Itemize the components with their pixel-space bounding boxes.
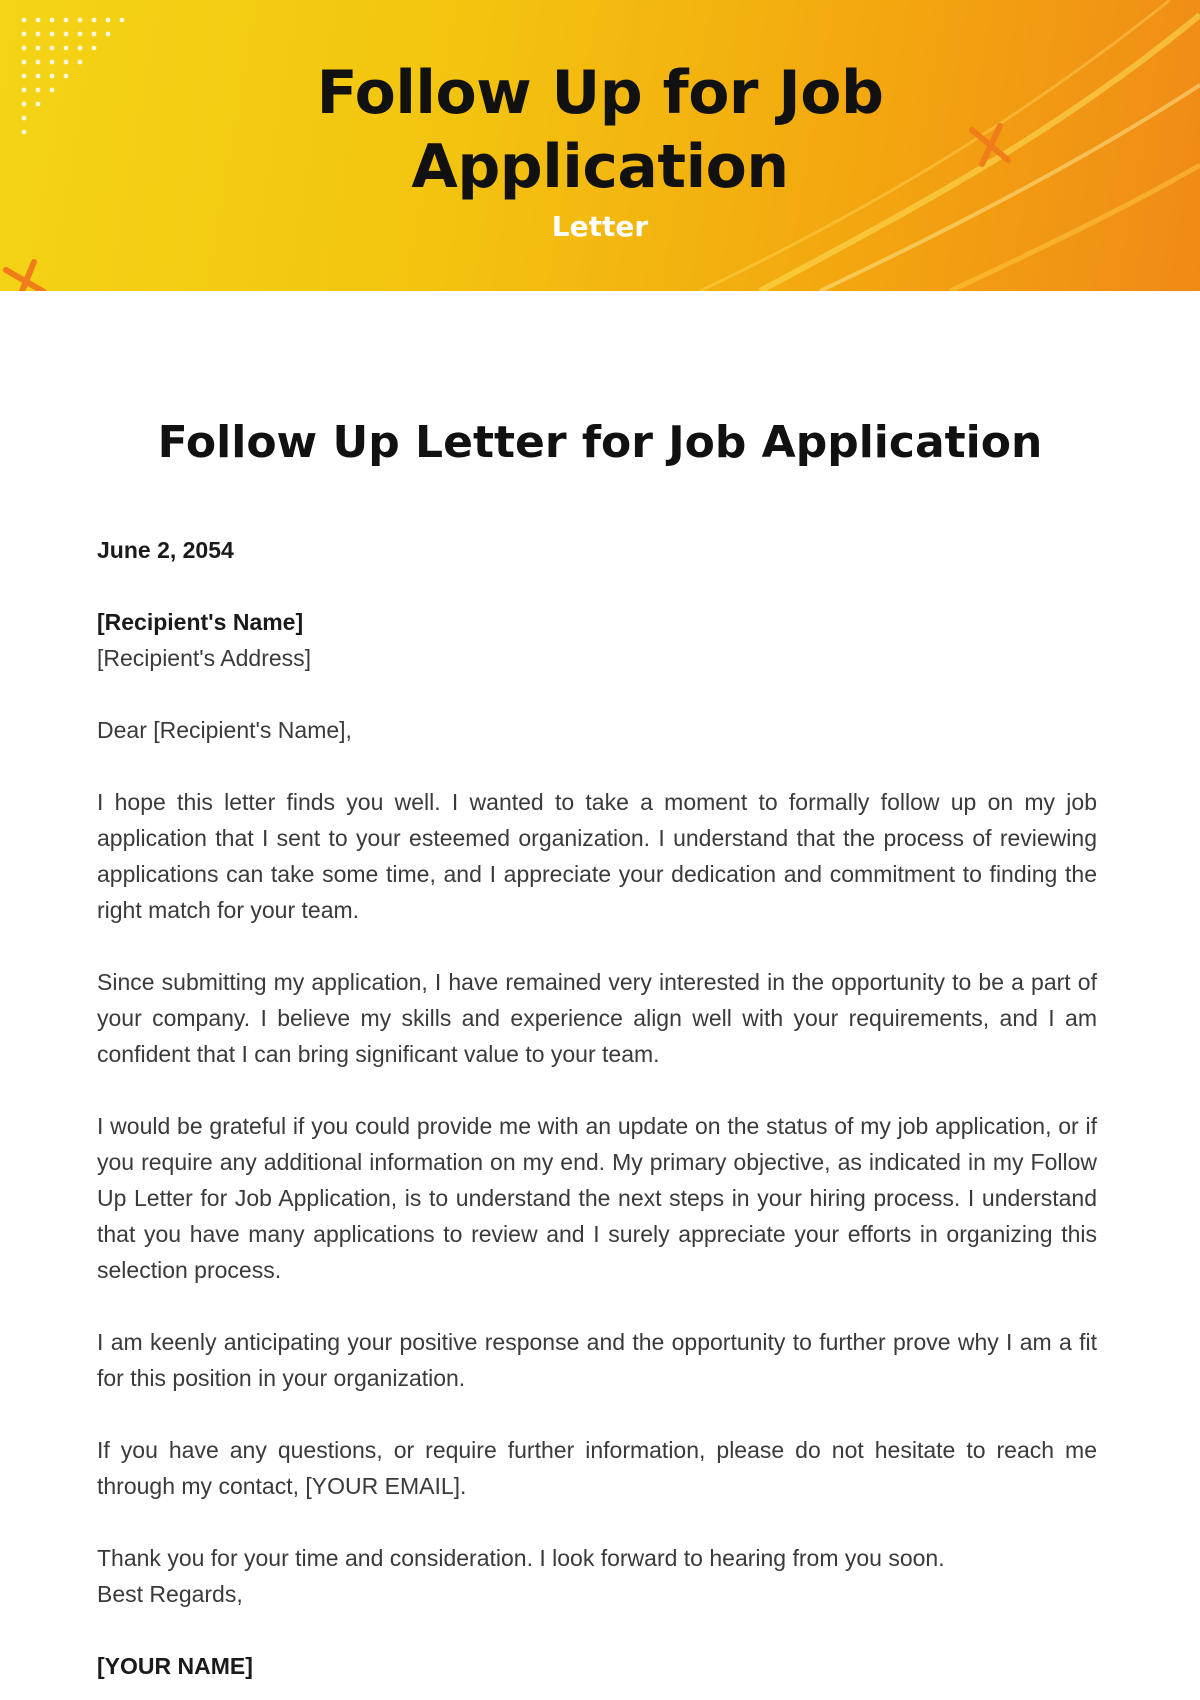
dot-grid-pattern: [22, 18, 125, 135]
banner-title: Follow Up for Job Application: [316, 58, 884, 202]
banner-subtitle: Letter: [551, 210, 649, 243]
sign-off: Best Regards,: [97, 1581, 243, 1607]
cross-icon-left: [6, 262, 44, 291]
salutation: Dear [Recipient's Name],: [97, 717, 352, 743]
paragraph-2: Since submitting my application, I have remained very interested in the opportunity to be a part of your company. I believe my skills and experience align well with your requirements, and I am confident that I can bring significant value to your team.: [97, 969, 1097, 1067]
document-heading: Follow Up Letter for Job Application: [157, 417, 1043, 468]
letter-body: [97, 532, 1097, 1684]
paragraph-4: I am keenly anticipating your positive response and the opportunity to further prove why I am a fit for this position in your organization.: [97, 1329, 1097, 1391]
header-banner: [0, 0, 1200, 291]
recipient-address: [Recipient's Address]: [97, 645, 312, 671]
signature: [YOUR NAME]: [97, 1653, 253, 1679]
closing-line: Thank you for your time and consideration. I look forward to hearing from you soon.: [97, 1545, 945, 1571]
paragraph-1: I hope this letter finds you well. I wanted to take a moment to formally follow up on my job application that I sent to your esteemed organization. I understand that the process of reviewing applications can take some time, and I appreciate your dedication and commitment to finding the right match for your team.: [97, 789, 1097, 923]
paragraph-5: If you have any questions, or require further information, please do not hesitate to reach me through my contact, [YOUR EMAIL].: [97, 1437, 1097, 1499]
letter-date: June 2, 2054: [97, 537, 234, 563]
recipient-name: [Recipient's Name]: [97, 609, 304, 635]
paragraph-3: I would be grateful if you could provide me with an update on the status of my job application, or if you require any additional information on my end. My primary objective, as indicated in my Follow Up Letter for Job Application, is to understand the next steps in your hiring process. I understand that you have many applications to review and I surely appreciate your efforts in organizing this selection process.: [97, 1113, 1097, 1283]
